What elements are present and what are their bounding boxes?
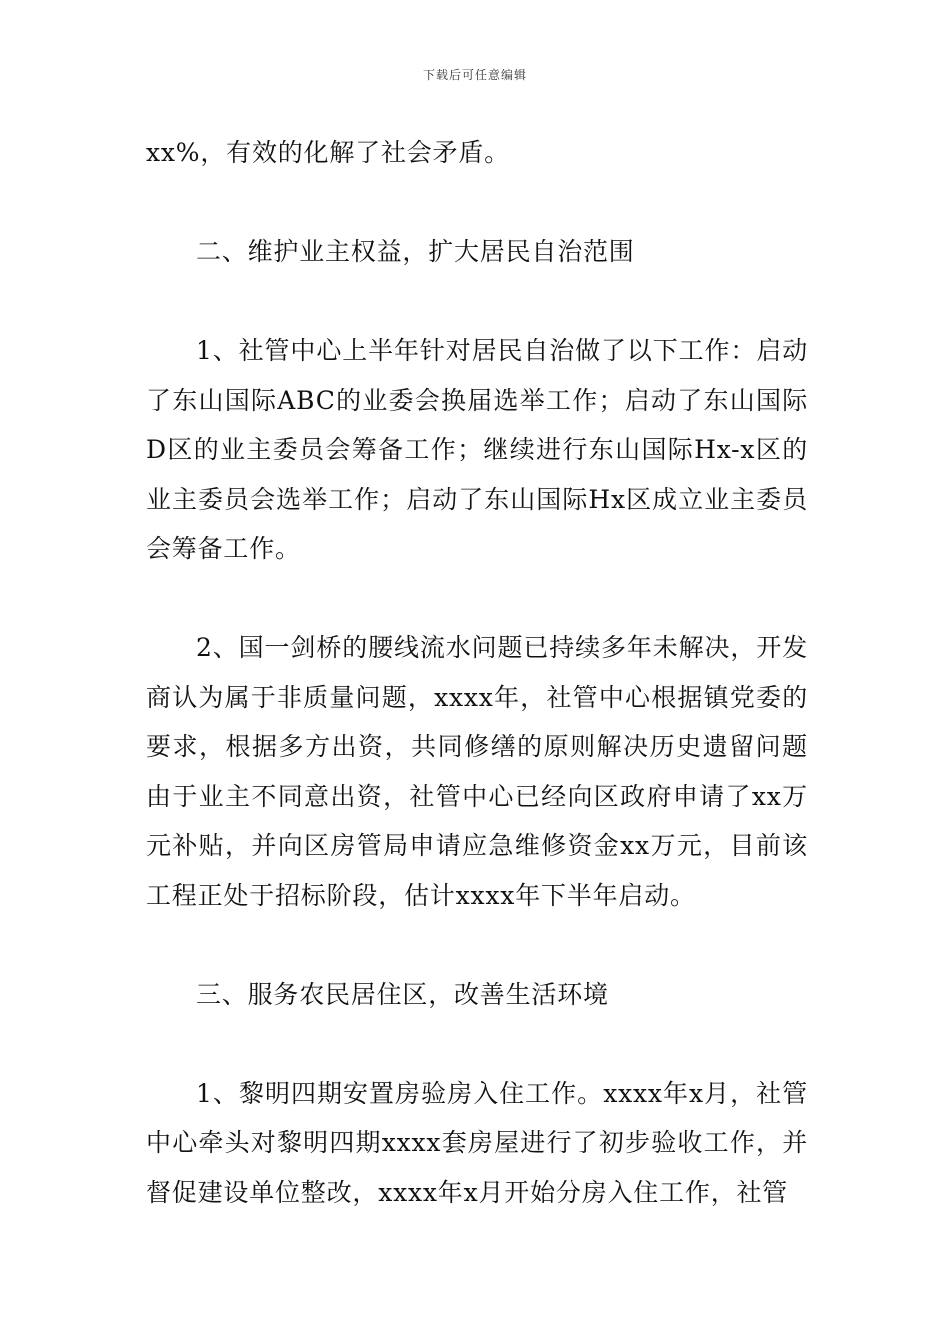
paragraph-2-1: 1、社管中心上半年针对居民自治做了以下工作：启动了东山国际ABC的业委会换届选举工作；启动了东山国际D区的业主委员会筹备工作；继续进行东山国际Hx-x区的业主委员会选举工作；启动了东山国际Hx区成立业主委员会筹备工作。 xyxy=(146,336,808,563)
document-body xyxy=(146,128,808,1217)
section-heading-2: 二、维护业主权益，扩大居民自治范围 xyxy=(196,237,635,266)
paragraph-2-2: 2、国一剑桥的腰线流水问题已持续多年未解决，开发商认为属于非质量问题，xxxx年，社管中心根据镇党委的要求，根据多方出资，共同修缮的原则解决历史遗留问题由于业主不同意出资，社管中心已经向区政府申请了xx万元补贴，并向区房管局申请应急维修资金xx万元，目前该工程正处于招标阶段，估计xxxx年下半年启动。 xyxy=(146,633,808,910)
paragraph-continuation: xx%，有效的化解了社会矛盾。 xyxy=(146,138,510,167)
section-heading-3: 三、服务农民居住区，改善生活环境 xyxy=(196,979,609,1009)
page-header: 下载后可任意编辑 xyxy=(422,68,527,82)
paragraph-3-1: 1、黎明四期安置房验房入住工作。xxxx年x月，社管中心牵头对黎明四期xxxx套房屋进行了初步验收工作，并督促建设单位整改，xxxx年x月开始分房入住工作，社管 xyxy=(146,1078,808,1207)
